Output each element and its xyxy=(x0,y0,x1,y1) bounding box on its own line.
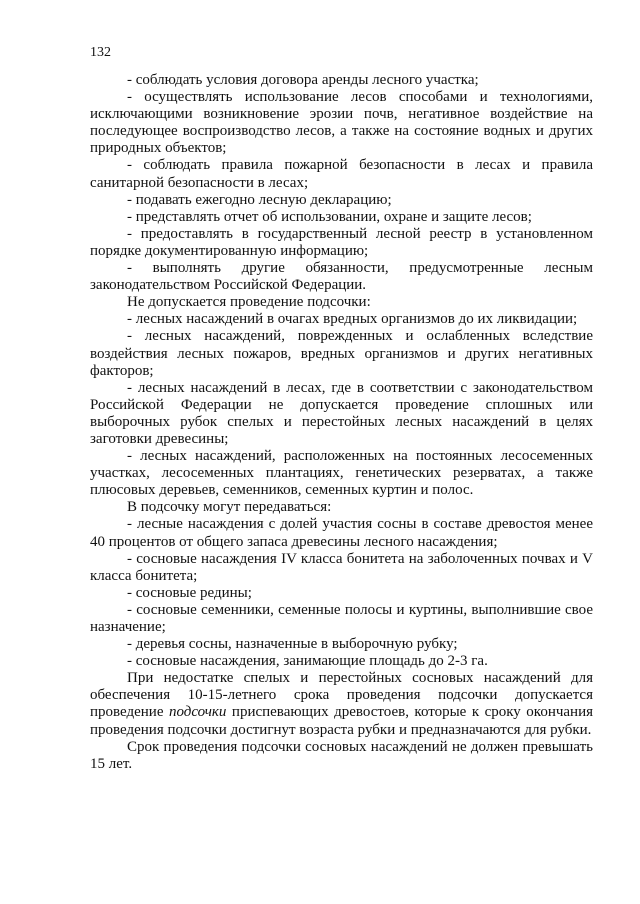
paragraph: - осуществлять использование лесов способами и технологиями, исключающими возникновение эрозии почв, негативное воздействие на последующее воспроизводство лесов, а также на состояние водных и других природных объектов; xyxy=(90,89,593,157)
paragraph-shortage xyxy=(90,670,593,738)
paragraph: - предоставлять в государственный лесной реестр в установленном порядке документированную информацию; xyxy=(90,225,593,259)
paragraph: - сосновые насаждения IV класса бонитета на заболоченных почвах и V класса бонитета; xyxy=(90,550,593,584)
paragraph-final: Срок проведения подсочки сосновых насаждений не должен превышать 15 лет. xyxy=(90,738,593,772)
body-text xyxy=(90,72,593,773)
paragraph: - сосновые семенники, семенные полосы и куртины, выполнившие свое назначение; xyxy=(90,601,593,635)
paragraph: - лесных насаждений в лесах, где в соответствии с законодательством Российской Федерации не допускается проведение сплошных или выборочных рубок спелых и перестойных лесных насаждений в целях заготовки древесины; xyxy=(90,379,593,447)
paragraph: - соблюдать условия договора аренды лесного участка; xyxy=(127,72,479,88)
paragraph: - лесных насаждений, расположенных на постоянных лесосеменных участках, лесосеменных плантациях, генетических резерватах, а также плюсовых деревьев, семенников, семенных куртин и полос. xyxy=(90,448,593,499)
paragraph-text: приспевающих древостоев, которые к сроку окончания проведения подсочки достигнут возраста рубки и предназначаются для рубки. xyxy=(90,704,593,738)
paragraph: - сосновые насаждения, занимающие площадь до 2-3 га. xyxy=(127,653,488,670)
paragraph: - лесные насаждения с долей участия сосны в составе древостоя менее 40 процентов от общего запаса древесины лесного насаждения; xyxy=(90,516,593,550)
paragraph: - лесных насаждений, поврежденных и ослабленных вследствие воздействия лесных пожаров, вредных организмов и других негативных факторов; xyxy=(90,328,593,379)
section-heading: Не допускается проведение подсочки: xyxy=(127,294,371,311)
section-heading: В подсочку могут передаваться: xyxy=(127,499,332,516)
paragraph: - сосновые редины; xyxy=(127,584,252,601)
emphasized-text: подсочки xyxy=(168,704,227,721)
page-number: 132 xyxy=(90,45,111,60)
paragraph-text: При недостатке спелых и перестойных сосновых насаждений для обеспечения 10-15-летнего срока проведения подсочки допускается проведение xyxy=(90,670,593,721)
paragraph: - лесных насаждений в очагах вредных организмов до их ликвидации; xyxy=(127,311,578,328)
paragraph: - соблюдать правила пожарной безопасности в лесах и правила санитарной безопасности в лесах; xyxy=(90,157,593,191)
paragraph: - представлять отчет об использовании, охране и защите лесов; xyxy=(127,208,532,225)
paragraph: - деревья сосны, назначенные в выборочную рубку; xyxy=(127,636,458,653)
paragraph: - подавать ежегодно лесную декларацию; xyxy=(127,191,392,208)
paragraph: - выполнять другие обязанности, предусмотренные лесным законодательством Российской Федерации. xyxy=(90,260,593,294)
